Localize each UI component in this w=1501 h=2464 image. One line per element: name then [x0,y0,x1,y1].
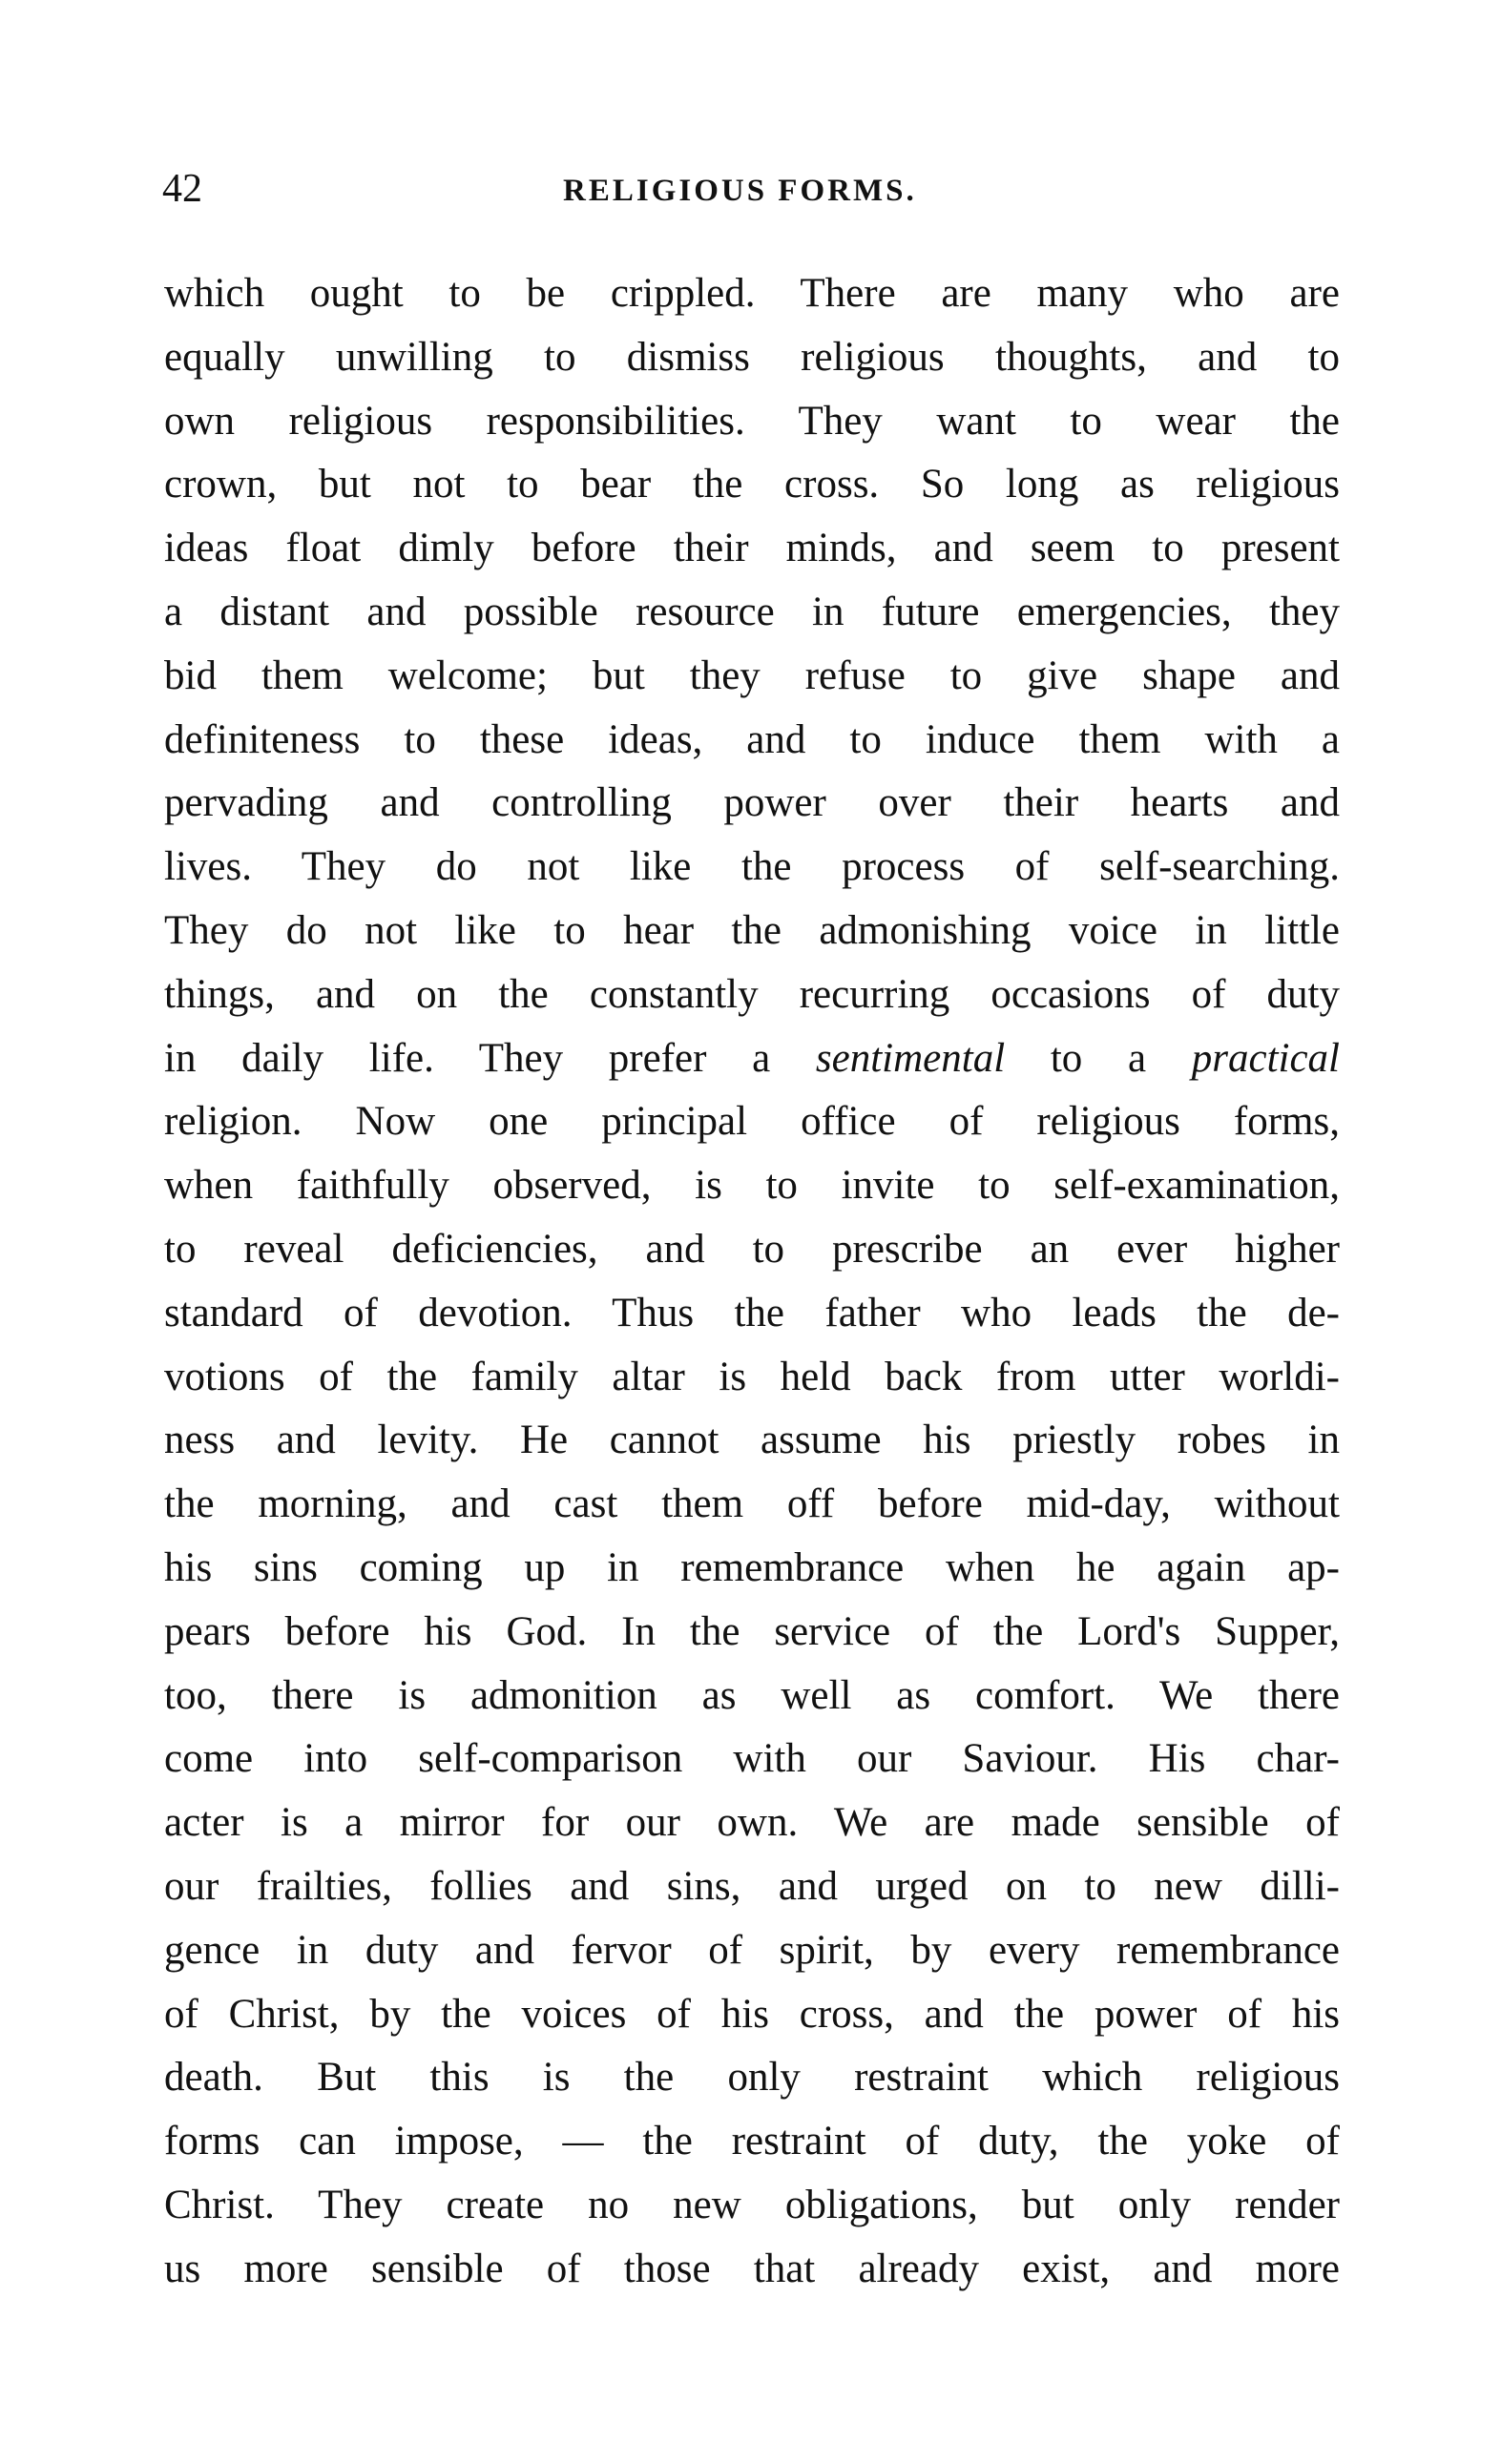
text-line: us more sensible of those that already exist, and more [164,2246,1340,2291]
italic-word-sentimental: sentimental [815,1035,1006,1081]
text-line: the morning, and cast them off before mid-day, without [164,1481,1340,1527]
text-line: death. But this is the only restraint which religious [164,2055,1340,2101]
page-number: 42 [162,167,202,211]
text-line: votions of the family altar is held back from utter worldi- [164,1354,1340,1399]
text-line: our frailties, follies and sins, and urged on to new dilli- [164,1863,1340,1909]
text-line: ness and levity. He cannot assume his priestly robes in [164,1418,1340,1463]
text-line: when faithfully observed, is to invite to self-examination, [164,1163,1340,1209]
text-line: gence in duty and fervor of spirit, by every remembrance [164,1927,1340,1973]
body-text [164,262,1340,2302]
text-line: pears before his God. In the service of the Lord's Supper, [164,1608,1340,1654]
text-line: lives. They do not like the process of self-searching. [164,844,1340,890]
text-line: religion. Now one principal office of religious forms, [164,1099,1340,1145]
text-line: own religious responsibilities. They want to wear the [164,398,1340,444]
text-line: crown, but not to bear the cross. So long as religious [164,462,1340,507]
text-line: acter is a mirror for our own. We are made sensible of [164,1800,1340,1846]
text-line: bid them welcome; but they refuse to give shape and [164,652,1340,698]
italic-word-practical: practical [1191,1035,1340,1081]
text-line: too, there is admonition as well as comfort. We there [164,1672,1340,1718]
text-line: which ought to be crippled. There are many who are [164,271,1340,316]
running-head [162,160,1345,217]
text-line: equally unwilling to dismiss religious thoughts, and to [164,334,1340,380]
text-line: ideas float dimly before their minds, and seem to present [164,526,1340,571]
text-line: a distant and possible resource in future emergencies, they [164,589,1340,634]
text-line: Christ. They create no new obligations, but only render [164,2182,1340,2227]
text-line-with-italics [164,1027,1340,1091]
text-line: standard of devotion. Thus the father who leads the de- [164,1290,1340,1336]
text-line: things, and on the constantly recurring occasions of duty [164,971,1340,1017]
text-line: to reveal deficiencies, and to prescribe an ever higher [164,1226,1340,1272]
text-line: definiteness to these ideas, and to induce them with a [164,716,1340,762]
text-line: They do not like to hear the admonishing voice in little [164,907,1340,953]
text-line: forms can impose, — the restraint of duty, the yoke of [164,2119,1340,2164]
text-line: his sins coming up in remembrance when he again ap- [164,1544,1340,1590]
text-line: of Christ, by the voices of his cross, and the power of his [164,1991,1340,2037]
line-text-middle: to a [1005,1035,1192,1081]
text-line: come into self-comparison with our Saviour. His char- [164,1736,1340,1782]
line-text-before: in daily life. They prefer a [164,1035,816,1081]
text-line: pervading and controlling power over their hearts and [164,780,1340,826]
page-header: RELIGIOUS FORMS. [563,174,917,208]
